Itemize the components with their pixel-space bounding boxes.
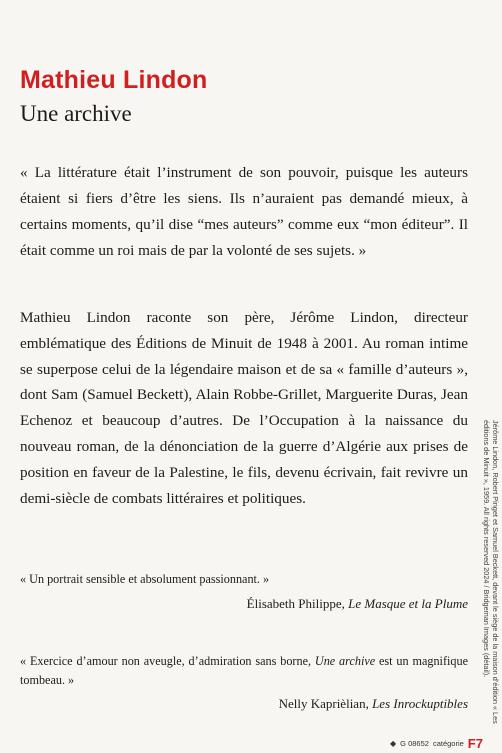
footer <box>390 736 483 751</box>
summary-text: Mathieu Lindon raconte son père, Jérôme Lindon, directeur emblématique des Éditions de Minuit de 1948 à 2001. Au roman intime se superpose celui de la légendaire maison et de sa « famille d’auteurs », dont Sam (Samuel Beckett), Alain Robbe-Grillet, Marguerite Duras, Jean Echenoz et beaucoup d’autres. De l’Occupation à la naissance du nouveau roman, de la dénonciation de la guerre d’Algérie aux prises de position en faveur de la Palestine, le fils, devenu écrivain, fait revivre un demi-siècle de combats littéraires et politiques. <box>20 309 468 507</box>
category-badge: F7 <box>467 736 483 751</box>
product-code: G 08652 <box>400 739 429 748</box>
blurb-text: « Exercice d’amour non aveugle, d’admiration sans borne, Une archive est un magnifique tombeau. » <box>20 654 468 687</box>
publisher-logo-icon: ◆ <box>390 739 397 748</box>
press-blurb-2 <box>20 652 468 714</box>
photo-credits: Jérôme Lindon, Robert Pinget et Samuel Beckett, devant le siège de la maison d’édition « Les éditions de Minuit », 1959. All rights reserved 2024 / Bridgeman Images (détail). <box>482 420 500 724</box>
blurb-source: Élisabeth Philippe, Le Masque et la Plume <box>246 595 468 611</box>
blurb-text: « Un portrait sensible et absolument passionnant. » <box>20 572 270 586</box>
book-title: Une archive <box>20 101 132 126</box>
blurb-source: Nelly Kaprièlian, Les Inrockuptibles <box>278 696 468 711</box>
author-name: Mathieu Lindon <box>20 66 208 94</box>
excerpt-quote: « La littérature était l’instrument de son pouvoir, puisque les auteurs étaient si fiers d’être les siens. Ils n’auraient pas demandé mieux, à certains moments, qu’il dise “mes auteurs” comme eux “mon éditeur”. Il était comme un roi mais de par la volonté de ses sujets. » <box>20 164 468 259</box>
category-label: catégorie <box>432 739 464 748</box>
press-blurb-1 <box>20 570 468 613</box>
